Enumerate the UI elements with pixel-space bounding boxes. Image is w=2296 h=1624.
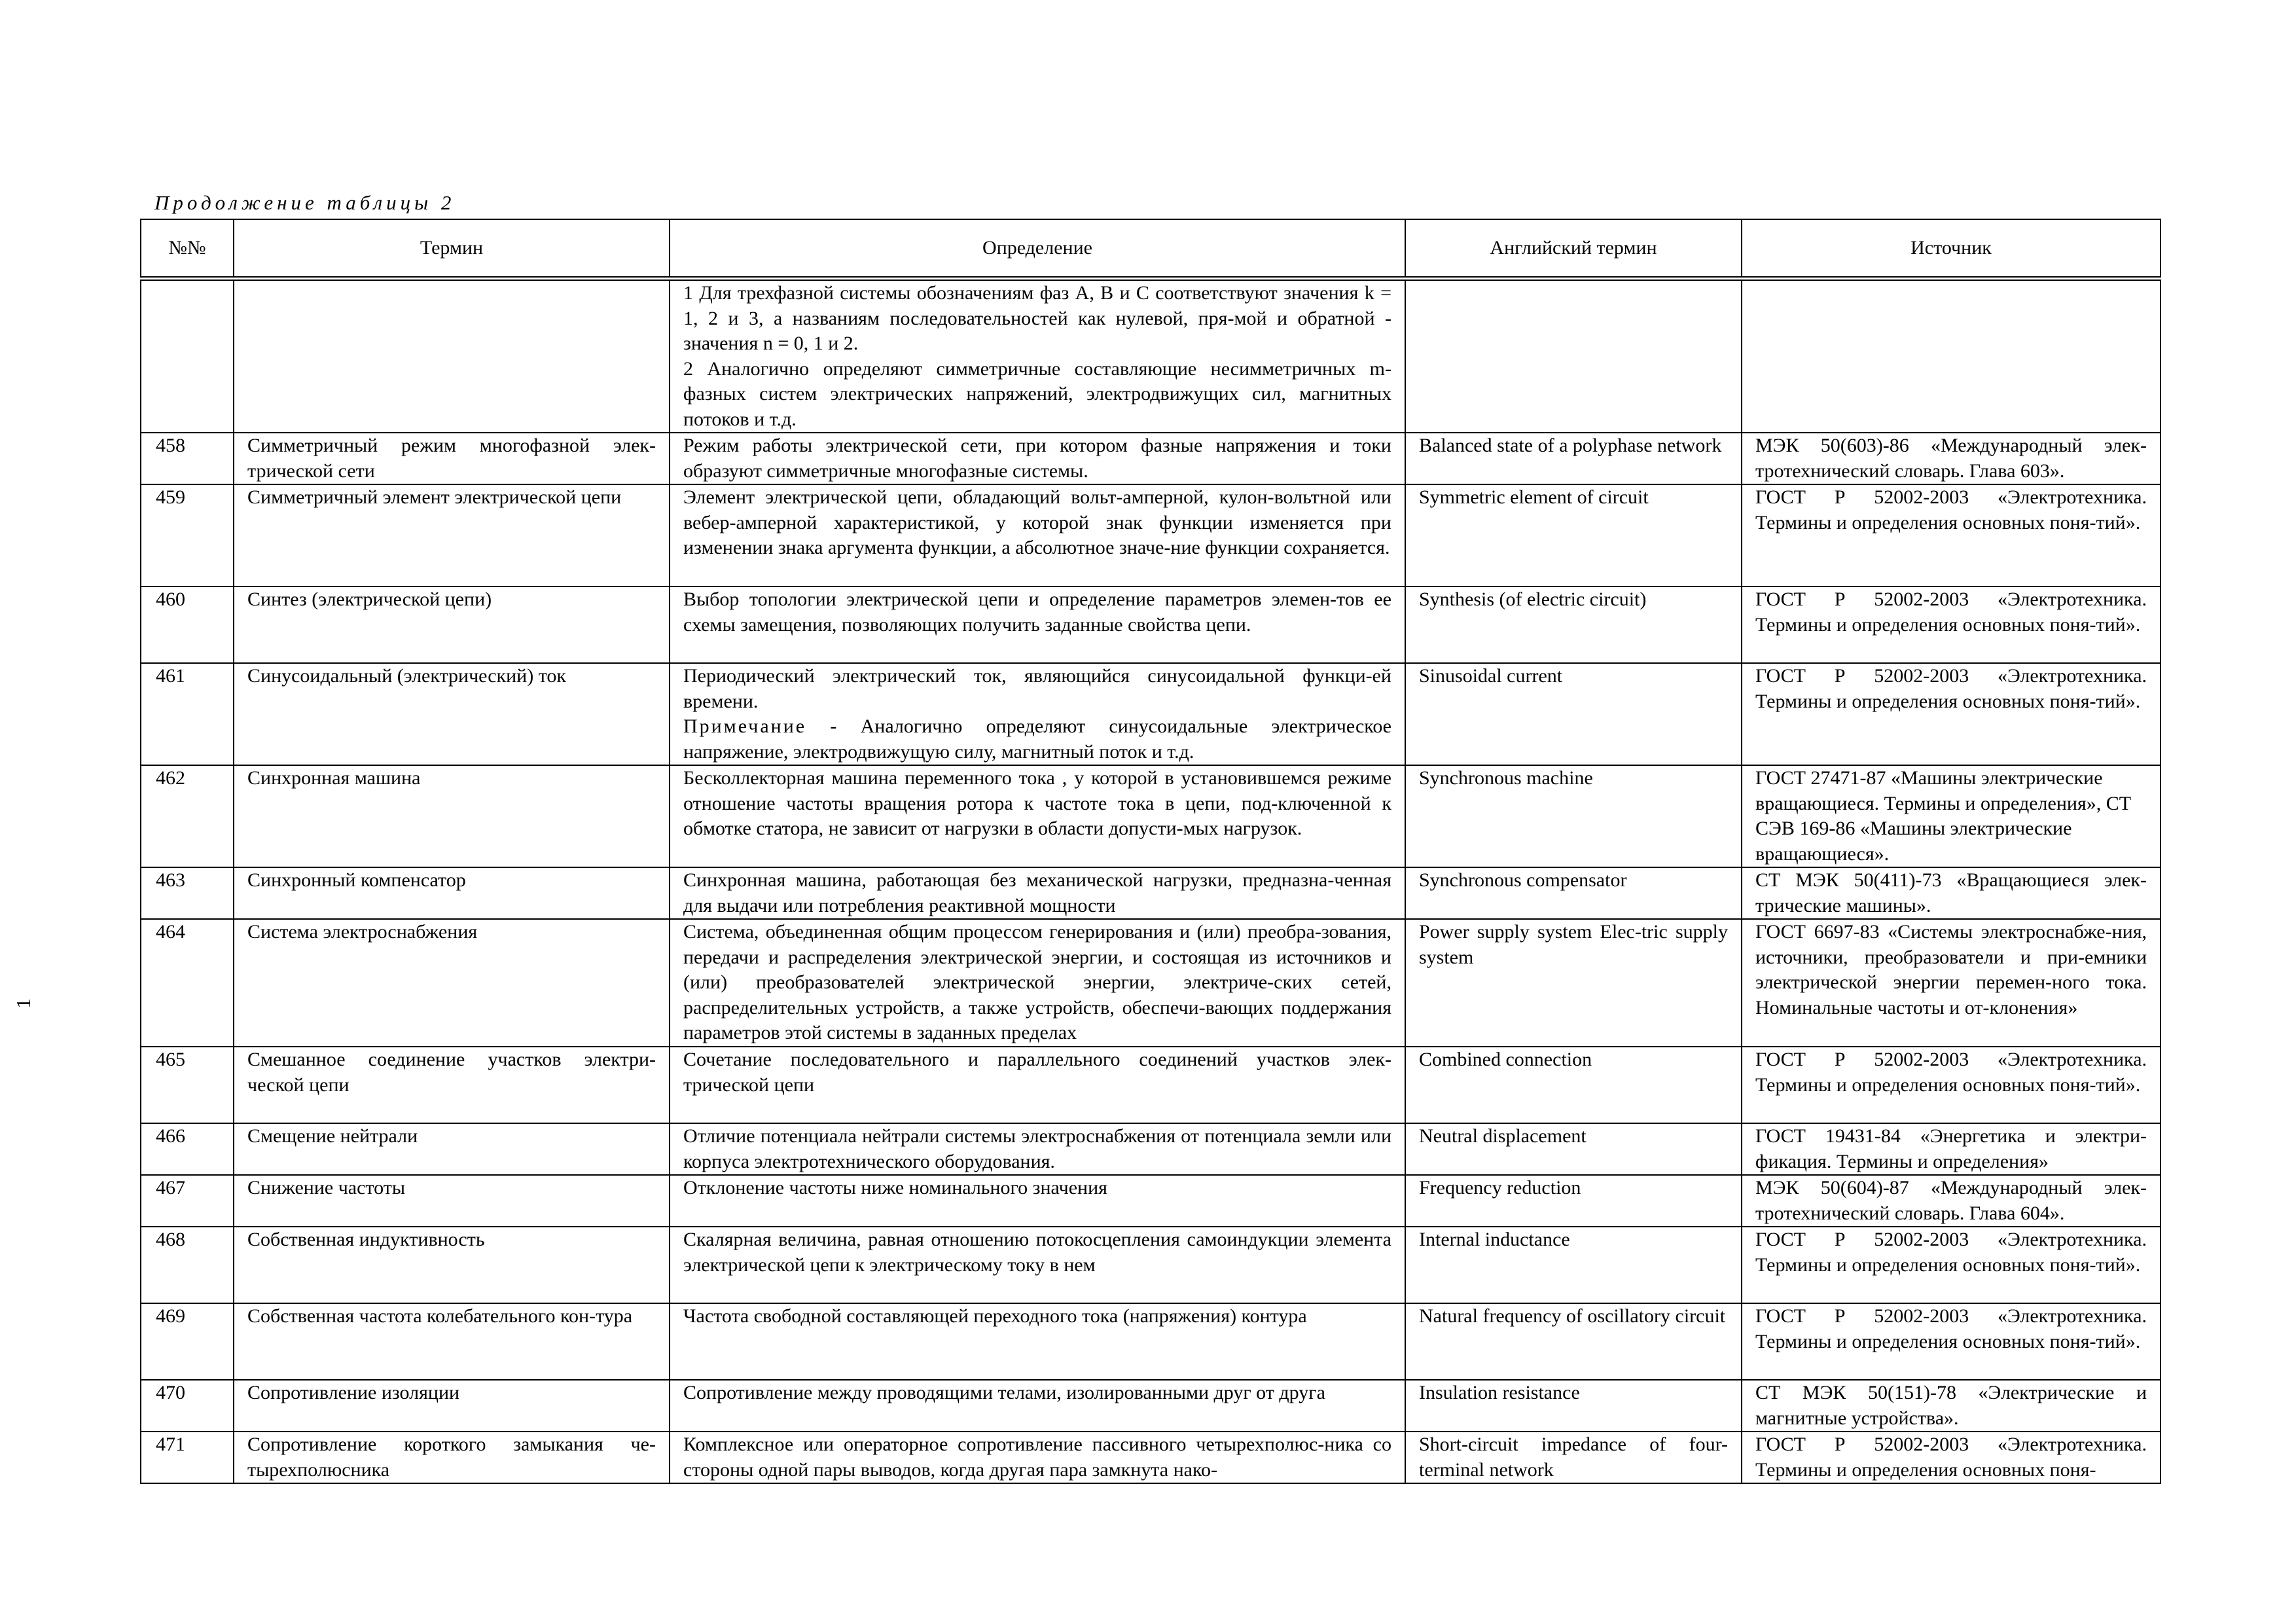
table-row — [141, 1303, 2161, 1380]
row-number: 467 — [141, 1175, 234, 1227]
row-source: ГОСТ Р 52002-2003 «Электротехника. Термины и определения основных поня-тий». — [1742, 586, 2161, 663]
row-definition: Отличие потенциала нейтрали системы электроснабжения от потенциала земли или корпуса электротехнического оборудования. — [670, 1123, 1405, 1175]
table-row — [141, 1432, 2161, 1483]
row-source: ГОСТ 27471-87 «Машины электрические вращающиеся. Термины и определения», СТ СЭВ 169-86 «Машины электрические вращающиеся». — [1742, 765, 2161, 867]
terms-table-container — [140, 219, 2160, 1484]
note-text: - Аналогично определяют синусоидальные электрическое напряжение, электродвижущую силу, магнитный поток и т.д. — [683, 715, 1391, 763]
row-source: ГОСТ 6697-83 «Системы электроснабже-ния, источники, преобразователи и при-емники электрической энергии перемен-ного тока. Номинальные частоты и от-клонения» — [1742, 919, 2161, 1047]
row-source: ГОСТ Р 52002-2003 «Электротехника. Термины и определения основных поня-тий». — [1742, 1227, 2161, 1303]
row-definition: Режим работы электрической сети, при котором фазные напряжения и токи образуют симметричные многофазные системы. — [670, 433, 1405, 484]
row-definition — [670, 279, 1405, 433]
row-source: ГОСТ Р 52002-2003 «Электротехника. Термины и определения основных поня- — [1742, 1432, 2161, 1483]
row-source: ГОСТ Р 52002-2003 «Электротехника. Термины и определения основных поня-тий». — [1742, 1303, 2161, 1380]
row-number: 466 — [141, 1123, 234, 1175]
row-definition: Комплексное или операторное сопротивление пассивного четырехполюс-ника со стороны одной пары выводов, когда другая пара замкнута нако- — [670, 1432, 1405, 1483]
row-definition: Синхронная машина, работающая без механической нагрузки, предназна-ченная для выдачи или потребления реактивной мощности — [670, 867, 1405, 919]
row-english-term: Natural frequency of oscillatory circuit — [1405, 1303, 1742, 1380]
row-number: 458 — [141, 433, 234, 484]
row-number: 460 — [141, 586, 234, 663]
header-english-term: Английский термин — [1405, 219, 1742, 279]
row-number: 459 — [141, 484, 234, 586]
table-row — [141, 1175, 2161, 1227]
table-row — [141, 484, 2161, 586]
page-number: 1 — [11, 998, 35, 1009]
note-label: Примечание — [683, 715, 807, 737]
row-source: ГОСТ Р 52002-2003 «Электротехника. Термины и определения основных поня-тий». — [1742, 484, 2161, 586]
row-english-term — [1405, 279, 1742, 433]
header-definition: Определение — [670, 219, 1405, 279]
row-number: 465 — [141, 1047, 234, 1123]
row-definition: Система, объединенная общим процессом генерирования и (или) преобра-зования, передачи и распределения электрической энергии, и состоящая из источников и (или) преобразователей электрической энергии, электриче-ских сетей, распределительных устройств, а также устройств, обеспечи-вающих поддержания параметров этой системы в заданных пределах — [670, 919, 1405, 1047]
row-term: Сопротивление короткого замыкания че-тырехполюсника — [234, 1432, 670, 1483]
row-definition — [670, 663, 1405, 765]
row-english-term: Balanced state of a polyphase network — [1405, 433, 1742, 484]
row-term: Синхронный компенсатор — [234, 867, 670, 919]
row-source: МЭК 50(603)-86 «Международный элек-тротехнический словарь. Глава 603». — [1742, 433, 2161, 484]
row-english-term: Frequency reduction — [1405, 1175, 1742, 1227]
header-source: Источник — [1742, 219, 2161, 279]
row-english-term: Power supply system Elec-tric supply system — [1405, 919, 1742, 1047]
table-row — [141, 1380, 2161, 1432]
table-caption: Продолжение таблицы 2 — [154, 191, 456, 214]
row-source: ГОСТ Р 52002-2003 «Электротехника. Термины и определения основных поня-тий». — [1742, 1047, 2161, 1123]
header-term: Термин — [234, 219, 670, 279]
row-number: 463 — [141, 867, 234, 919]
row-term: Собственная индуктивность — [234, 1227, 670, 1303]
row-definition: Отклонение частоты ниже номинального значения — [670, 1175, 1405, 1227]
row-term — [234, 279, 670, 433]
row-source: СТ МЭК 50(411)-73 «Вращающиеся элек-трические машины». — [1742, 867, 2161, 919]
row-number: 469 — [141, 1303, 234, 1380]
row-number: 464 — [141, 919, 234, 1047]
row-term: Снижение частоты — [234, 1175, 670, 1227]
row-english-term: Insulation resistance — [1405, 1380, 1742, 1432]
header-number: №№ — [141, 219, 234, 279]
table-row — [141, 765, 2161, 867]
row-definition: Выбор топологии электрической цепи и определение параметров элемен-тов ее схемы замещения, позволяющих получить заданные свойства цепи. — [670, 586, 1405, 663]
table-header-row — [141, 219, 2161, 279]
row-term: Симметричный режим многофазной элек-трической сети — [234, 433, 670, 484]
row-definition: Сочетание последовательного и параллельного соединений участков элек-трической цепи — [670, 1047, 1405, 1123]
table-row — [141, 1047, 2161, 1123]
definition-note — [683, 714, 1391, 765]
table-row — [141, 586, 2161, 663]
row-english-term: Short-circuit impedance of four-terminal network — [1405, 1432, 1742, 1483]
row-source: МЭК 50(604)-87 «Международный элек-тротехнический словарь. Глава 604». — [1742, 1175, 2161, 1227]
row-definition: Элемент электрической цепи, обладающий вольт-амперной, кулон-вольтной или вебер-амперной характеристикой, у которой знак функции изменяется при изменении знака аргумента функции, а абсолютное значе-ние функции сохраняется. — [670, 484, 1405, 586]
row-definition: Сопротивление между проводящими телами, изолированными друг от друга — [670, 1380, 1405, 1432]
row-english-term: Sinusoidal current — [1405, 663, 1742, 765]
row-number: 471 — [141, 1432, 234, 1483]
row-definition: Скалярная величина, равная отношению потокосцепления самоиндукции элемента электрической цепи к электрическому току в нем — [670, 1227, 1405, 1303]
definition-note-1: 1 Для трехфазной системы обозначениям фаз A, B и C соответствуют значения k = 1, 2 и 3, а названиям последовательностей как нулевой, пря-мой и обратной - значения n = 0, 1 и 2. — [683, 282, 1391, 354]
row-source: СТ МЭК 50(151)-78 «Электрические и магнитные устройства». — [1742, 1380, 2161, 1432]
row-source: ГОСТ 19431-84 «Энергетика и электри-фикация. Термины и определения» — [1742, 1123, 2161, 1175]
row-english-term: Synchronous compensator — [1405, 867, 1742, 919]
row-term: Собственная частота колебательного кон-тура — [234, 1303, 670, 1380]
row-number: 461 — [141, 663, 234, 765]
definition-text: Периодический электрический ток, являющийся синусоидальной функци-ей времени. — [683, 665, 1391, 712]
row-english-term: Synthesis (of electric circuit) — [1405, 586, 1742, 663]
row-term: Синхронная машина — [234, 765, 670, 867]
row-english-term: Combined connection — [1405, 1047, 1742, 1123]
row-number — [141, 279, 234, 433]
row-number: 468 — [141, 1227, 234, 1303]
row-source: ГОСТ Р 52002-2003 «Электротехника. Термины и определения основных поня-тий». — [1742, 663, 2161, 765]
row-english-term: Neutral displacement — [1405, 1123, 1742, 1175]
table-row — [141, 279, 2161, 433]
table-row — [141, 433, 2161, 484]
row-source-english: Synchronous machine — [1405, 765, 1742, 867]
row-term: Смещение нейтрали — [234, 1123, 670, 1175]
terms-table — [140, 219, 2161, 1484]
row-english-term: Symmetric element of circuit — [1405, 484, 1742, 586]
table-row — [141, 919, 2161, 1047]
row-term: Синтез (электрической цепи) — [234, 586, 670, 663]
row-source — [1742, 279, 2161, 433]
row-term: Синусоидальный (электрический) ток — [234, 663, 670, 765]
row-term: Система электроснабжения — [234, 919, 670, 1047]
table-row — [141, 1123, 2161, 1175]
row-term: Симметричный элемент электрической цепи — [234, 484, 670, 586]
row-english-term: Internal inductance — [1405, 1227, 1742, 1303]
row-number: 462 — [141, 765, 234, 867]
row-term: Сопротивление изоляции — [234, 1380, 670, 1432]
row-definition: Частота свободной составляющей переходного тока (напряжения) контура — [670, 1303, 1405, 1380]
row-term: Смешанное соединение участков электри-ческой цепи — [234, 1047, 670, 1123]
row-definition: Бесколлекторная машина переменного тока , у которой в установившемся режиме отношение частоты вращения ротора к частоте тока в цепи, под-ключенной к обмотке статора, не зависит от нагрузки в области допусти-мых нагрузок. — [670, 765, 1405, 867]
table-row — [141, 1227, 2161, 1303]
table-row — [141, 663, 2161, 765]
table-row — [141, 867, 2161, 919]
definition-note-2: 2 Аналогично определяют симметричные составляющие несимметричных m-фазных систем электрических напряжений, электродвижущих сил, магнитных потоков и т.д. — [683, 357, 1391, 430]
row-number: 470 — [141, 1380, 234, 1432]
